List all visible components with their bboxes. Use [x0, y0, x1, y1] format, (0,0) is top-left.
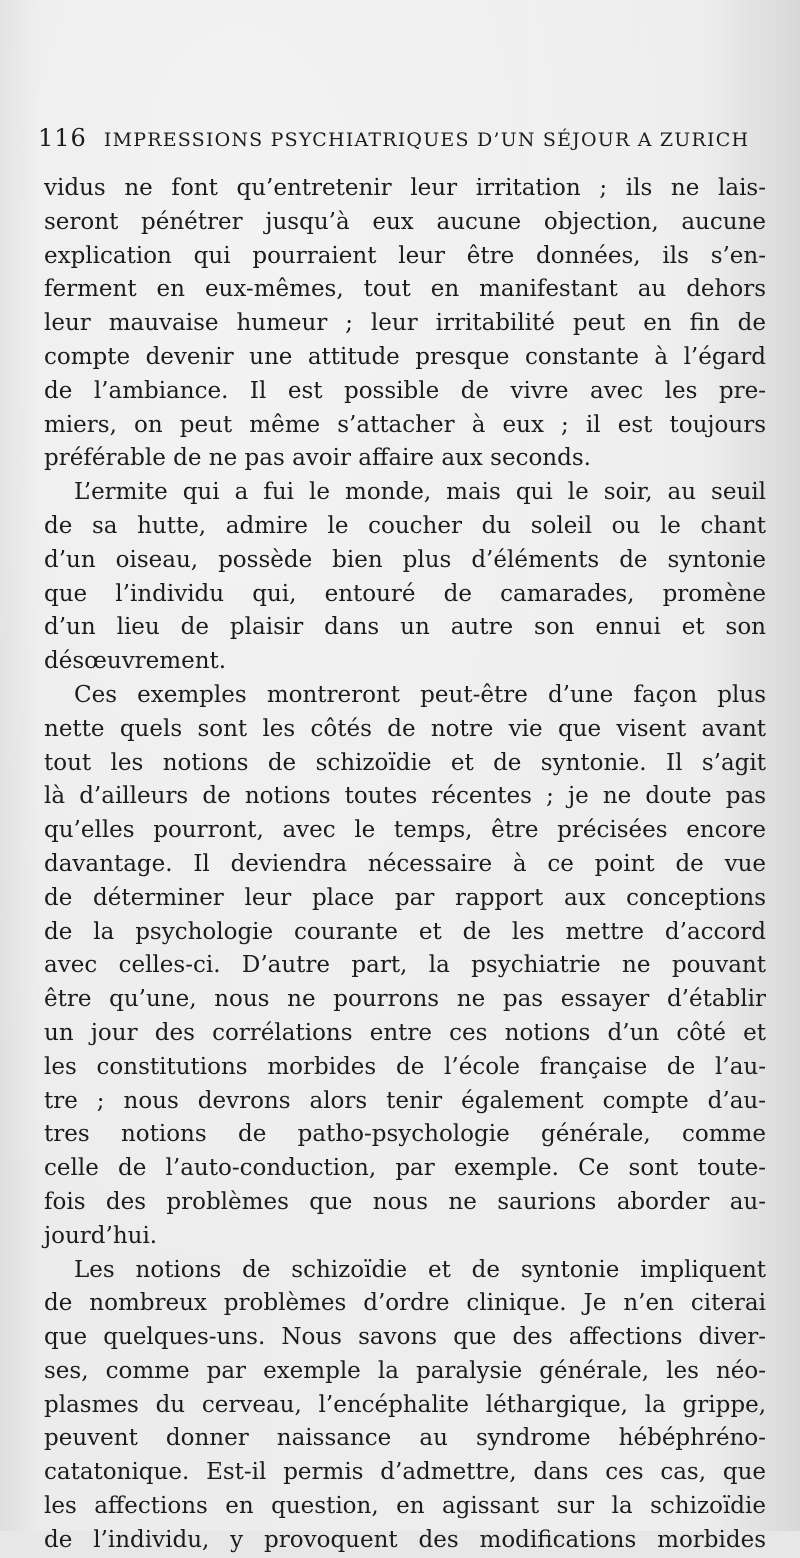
text-line: de la psychologie courante et de les mettre d’accord [44, 918, 766, 945]
text-line: L’ermite qui a fui le monde, mais qui le soir, au seuil [74, 479, 766, 506]
running-head [38, 124, 768, 158]
text-line: que l’individu qui, entouré de camarades, promène [44, 580, 766, 607]
text-line: de sa hutte, admire le coucher du soleil ou le chant [44, 512, 766, 539]
text-line: de déterminer leur place par rapport aux conceptions [44, 884, 766, 911]
text-line: seront pénétrer jusqu’à eux aucune objection, aucune [44, 208, 766, 235]
text-line: Ces exemples montreront peut-être d’une façon plus [74, 681, 766, 708]
text-line: qu’elles pourront, avec le temps, être précisées encore [44, 817, 766, 844]
running-title: IMPRESSIONS PSYCHIATRIQUES D’UN SÉJOUR A ZURICH [103, 129, 750, 151]
text-line: d’un oiseau, possède bien plus d’éléments de syntonie [44, 546, 766, 573]
text-line: préférable de ne pas avoir affaire aux seconds. [44, 445, 591, 472]
text-line: miers, on peut même s’attacher à eux ; il est toujours [44, 411, 766, 438]
text-line: leur mauvaise humeur ; leur irritabilité peut en fin de [44, 310, 766, 337]
text-line: un jour des corrélations entre ces notions d’un côté et [44, 1019, 766, 1046]
text-line: ses, comme par exemple la paralysie générale, les néo- [44, 1357, 766, 1384]
body-text [44, 172, 766, 1558]
text-line: peuvent donner naissance au syndrome hébéphréno- [44, 1425, 766, 1452]
text-line: tout les notions de schizoïdie et de syntonie. Il s’agit [44, 749, 766, 776]
text-line: fois des problèmes que nous ne saurions aborder au- [44, 1188, 766, 1215]
text-line: d’un lieu de plaisir dans un autre son ennui et son [44, 614, 766, 641]
text-line: avec celles-ci. D’autre part, la psychiatrie ne pouvant [44, 952, 766, 979]
text-line: nette quels sont les côtés de notre vie que visent avant [44, 715, 766, 742]
page-number: 116 [38, 124, 87, 152]
text-line: tre ; nous devrons alors tenir également compte d’au- [44, 1087, 766, 1114]
text-line: de l’individu, y provoquent des modifications morbides [44, 1526, 766, 1553]
text-line: vidus ne font qu’entretenir leur irritation ; ils ne lais- [44, 175, 766, 201]
text-line: jourd’hui. [44, 1222, 158, 1249]
text-line: de l’ambiance. Il est possible de vivre avec les pre- [44, 377, 766, 404]
text-line: tres notions de patho-psychologie générale, comme [44, 1121, 766, 1148]
text-line: que quelques-uns. Nous savons que des affections diver- [44, 1324, 766, 1351]
text-line: là d’ailleurs de notions toutes récentes ; je ne doute pas [44, 783, 766, 810]
text-line: compte devenir une attitude presque constante à l’égard [44, 343, 766, 370]
text-line: plasmes du cerveau, l’encéphalite léthargique, la grippe, [44, 1391, 766, 1418]
text-line: celle de l’auto-conduction, par exemple. Ce sont toute- [44, 1155, 766, 1182]
text-line: catatonique. Est-il permis d’admettre, dans ces cas, que [44, 1459, 766, 1486]
text-line: explication qui pourraient leur être données, ils s’en- [44, 242, 766, 269]
text-line: Les notions de schizoïdie et de syntonie impliquent [74, 1256, 766, 1283]
text-line: les constitutions morbides de l’école française de l’au- [44, 1053, 766, 1080]
text-line: de nombreux problèmes d’ordre clinique. Je n’en citerai [44, 1290, 766, 1317]
text-line: être qu’une, nous ne pourrons ne pas essayer d’établir [44, 986, 766, 1013]
text-line: davantage. Il deviendra nécessaire à ce point de vue [44, 850, 766, 877]
text-line: ferment en eux-mêmes, tout en manifestant au dehors [44, 276, 766, 303]
text-line: les affections en question, en agissant sur la schizoïdie [44, 1493, 766, 1520]
text-line: désœuvrement. [44, 648, 227, 675]
